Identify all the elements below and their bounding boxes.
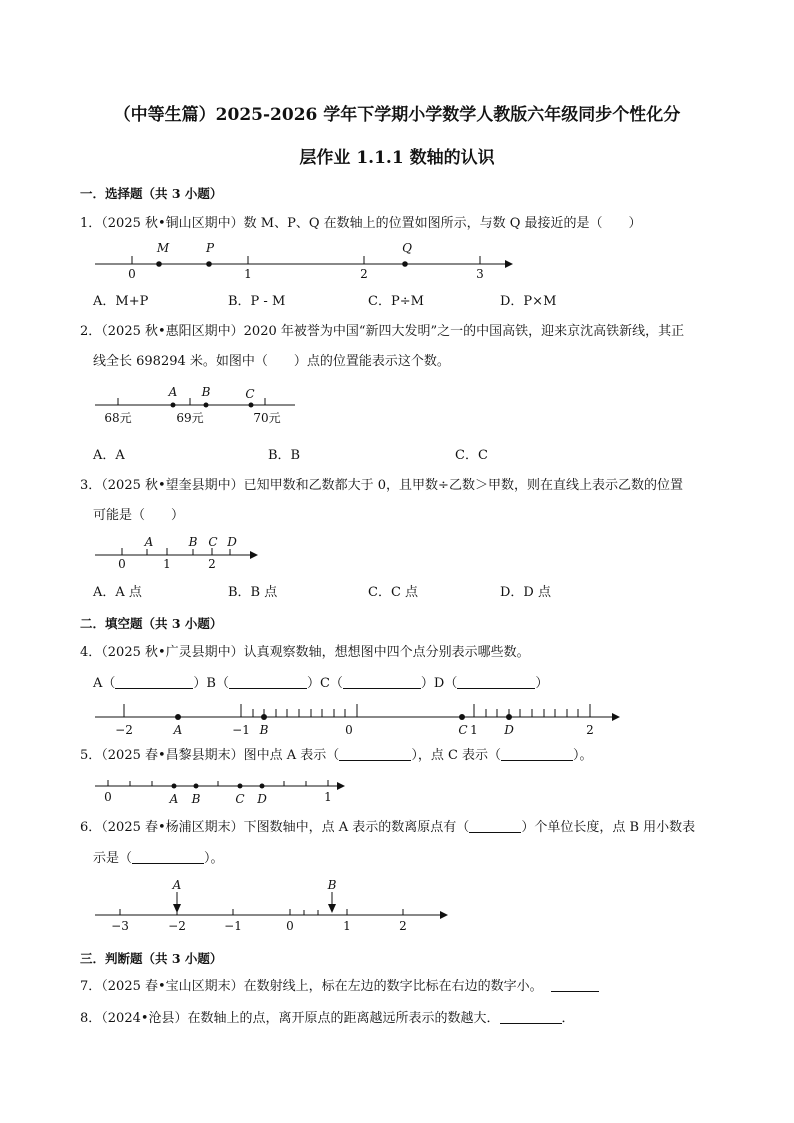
q6-tick-0: 0 — [286, 919, 294, 933]
q1-option-d[interactable]: D．P×M — [500, 294, 557, 309]
q1-tick-2: 2 — [360, 267, 368, 281]
q6-tick-2: 2 — [399, 919, 407, 933]
q4-point-d: D — [504, 723, 514, 737]
question-2-text-line-1: 2．（2025 秋•惠阳区期中）2020 年被誉为中国“新四大发明”之一的中国高铁，迎来京沈高铁新线，其正 — [80, 324, 685, 339]
q5-text-part-2: ），点 C 表示（ — [411, 748, 502, 763]
q2-option-c[interactable]: C．C — [455, 448, 488, 463]
q5-point-a: A — [169, 792, 179, 806]
question-7-text — [80, 977, 599, 997]
q6-text-part-1: 6．（2025 春•杨浦区期末）下图数轴中，点 A 表示的数离原点有（ — [80, 820, 470, 835]
section-heading-judge: 三．判断题（共 3 小题） — [80, 951, 223, 966]
q4-label-b: ）B（ — [193, 676, 229, 691]
q6-text-part-3: 示是（ — [93, 851, 133, 866]
q1-point-p: P — [205, 241, 215, 255]
q4-point-c: C — [458, 723, 468, 737]
title-line-1: （中等生篇）2025-2026 学年下学期小学数学人教版六年级同步个性化分 — [113, 105, 681, 125]
q4-tick-neg2: −2 — [115, 723, 133, 737]
q3-tick-2: 2 — [208, 557, 216, 571]
q8-text-end: ． — [561, 1011, 575, 1026]
q6-text-part-4: ）。 — [204, 851, 224, 866]
question-2-text-line-2: 线全长 698294 米。如图中（ ）点的位置能表示这个数。 — [93, 354, 450, 369]
q6-tick-neg3: −3 — [111, 919, 129, 933]
question-3-text-line-1: 3．（2025 秋•望奎县期中）已知甲数和乙数都大于 0，且甲数÷乙数＞甲数，则在直线上表示乙数的位置 — [80, 478, 683, 493]
q3-option-b[interactable]: B．B 点 — [228, 585, 278, 600]
q4-label-d: ）D（ — [420, 676, 458, 691]
q3-point-b: B — [188, 535, 198, 549]
q8-answer-blank[interactable] — [500, 1009, 562, 1024]
q5-tick-0: 0 — [104, 790, 112, 804]
q3-option-c[interactable]: C．C 点 — [368, 585, 419, 600]
q5-point-c: C — [235, 792, 245, 806]
q3-point-a: A — [144, 535, 154, 549]
question-8-text — [80, 1009, 575, 1029]
q4-tick-1: 1 — [470, 723, 478, 737]
q4-point-a: A — [173, 723, 183, 737]
q6-point-a: A — [172, 878, 182, 892]
q1-tick-1: 1 — [244, 267, 252, 281]
q1-point-m: M — [156, 241, 170, 255]
q4-tick-0: 0 — [345, 723, 353, 737]
q1-point-q: Q — [402, 241, 412, 255]
q4-point-b: B — [259, 723, 269, 737]
question-4-text: 4．（2025 秋•广灵县期中）认真观察数轴，想想图中四个点分别表示哪些数。 — [80, 645, 530, 660]
q3-option-d[interactable]: D．D 点 — [500, 585, 551, 600]
q2-point-c: C — [245, 387, 255, 401]
q7-answer-blank[interactable] — [551, 977, 599, 992]
q5-tick-1: 1 — [324, 790, 332, 804]
q4-label-c: ）C（ — [306, 676, 343, 691]
q6-tick-neg2: −2 — [168, 919, 186, 933]
q3-point-c: C — [208, 535, 218, 549]
q2-tick-68: 68元 — [104, 411, 132, 425]
q5-text-part-1: 5．（2025 春•昌黎县期末）图中点 A 表示（ — [80, 748, 340, 763]
q8-text-body: 8．（2024•沧县）在数轴上的点，离开原点的距离越远所表示的数越大． — [80, 1011, 500, 1026]
q7-text-body: 7．（2025 春•宝山区期末）在数射线上，标在左边的数字比标在右边的数字小。 — [80, 979, 543, 994]
q1-tick-3: 3 — [476, 267, 484, 281]
q5-point-b: B — [191, 792, 201, 806]
q6-text-part-2: ）个单位长度，点 B 用小数表 — [521, 820, 696, 835]
q4-tick-2: 2 — [586, 723, 594, 737]
q6-tick-1: 1 — [343, 919, 351, 933]
q2-tick-69: 69元 — [176, 411, 204, 425]
q3-point-d: D — [227, 535, 237, 549]
q2-option-b[interactable]: B．B — [268, 448, 301, 463]
q2-option-a[interactable]: A．A — [93, 448, 125, 463]
q2-point-b: B — [201, 385, 211, 399]
q6-point-b: B — [327, 878, 337, 892]
q3-option-a[interactable]: A．A 点 — [93, 585, 142, 600]
q1-option-a[interactable]: A．M+P — [93, 294, 149, 309]
q3-tick-0: 0 — [118, 557, 126, 571]
q2-point-a: A — [168, 385, 178, 399]
q5-point-d: D — [257, 792, 267, 806]
q3-tick-1: 1 — [163, 557, 171, 571]
q1-option-c[interactable]: C．P÷M — [368, 294, 424, 309]
title-line-2: 层作业 1.1.1 数轴的认识 — [299, 148, 495, 168]
section-heading-fill: 二．填空题（共 3 小题） — [80, 616, 223, 631]
q2-tick-70: 70元 — [253, 411, 281, 425]
q4-tick-neg1: −1 — [232, 723, 250, 737]
q1-tick-0: 0 — [128, 267, 136, 281]
question-1-text: 1．（2025 秋•铜山区期中）数 M、P、Q 在数轴上的位置如图所示，与数 Q 最接近的是（ ） — [80, 216, 642, 231]
question-3-text-line-2: 可能是（ ） — [93, 508, 185, 523]
q1-option-b[interactable]: B．P - M — [228, 294, 286, 309]
q4-label-a: A（ — [93, 676, 116, 691]
q4-label-end: ） — [535, 676, 549, 691]
section-heading-choice: 一．选择题（共 3 小题） — [80, 186, 223, 201]
q5-text-part-3: ）。 — [573, 748, 593, 763]
q6-tick-neg1: −1 — [224, 919, 242, 933]
